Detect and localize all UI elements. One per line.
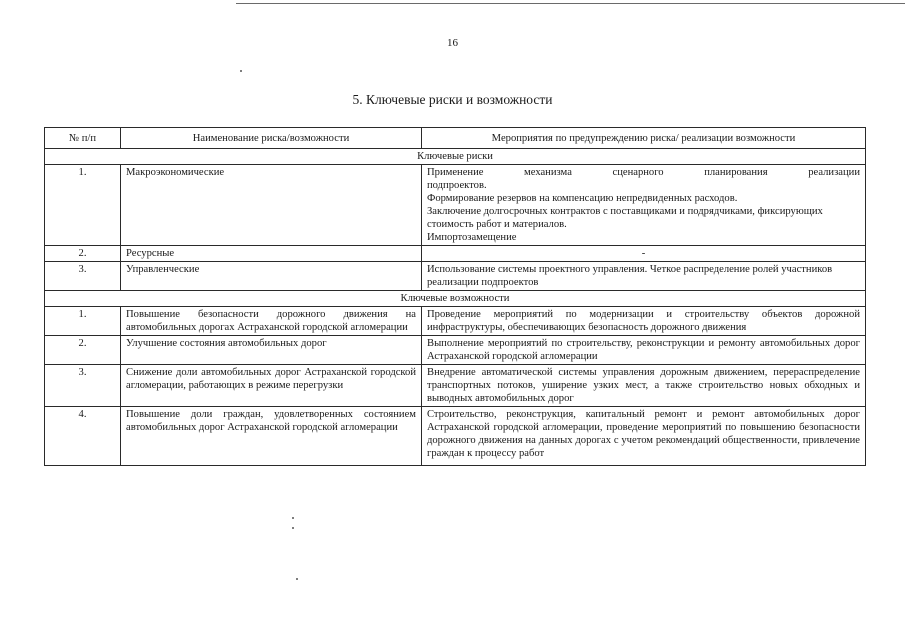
scan-speck bbox=[296, 578, 298, 580]
row-name: Повышение безопасности дорожного движения на автомобильных дорогах Астраханской городской агломерации bbox=[121, 307, 422, 336]
measure-line: Применение механизма сценарного планирования реализации bbox=[427, 167, 860, 178]
row-number: 3. bbox=[45, 365, 121, 407]
page-number: 16 bbox=[447, 37, 458, 49]
table-header-row bbox=[45, 128, 866, 149]
scan-speck bbox=[292, 527, 294, 529]
row-measures: Внедрение автоматической системы управления дорожным движением, перераспределение транспортных потоков, уширение узких мест, а также строительство новых обходных и выводных автомобильных дорог bbox=[422, 365, 866, 407]
table-row bbox=[45, 165, 866, 246]
row-measures bbox=[422, 165, 866, 246]
row-number: 1. bbox=[45, 307, 121, 336]
row-number: 4. bbox=[45, 407, 121, 466]
row-name: Ресурсные bbox=[121, 246, 422, 262]
measure-line: Формирование резервов на компенсацию непредвиденных расходов. bbox=[427, 193, 738, 204]
row-number: 2. bbox=[45, 246, 121, 262]
scan-speck bbox=[292, 517, 294, 519]
measure-line: Импортозамещение bbox=[427, 232, 517, 243]
header-number: № п/п bbox=[45, 128, 121, 149]
risks-table bbox=[44, 127, 866, 466]
table-row bbox=[45, 336, 866, 365]
section-title: 5. Ключевые риски и возможности bbox=[352, 92, 553, 107]
scan-edge-line bbox=[236, 3, 905, 4]
row-measures: Выполнение мероприятий по строительству, реконструкции и ремонту автомобильных дорог Астраханской городской агломерации bbox=[422, 336, 866, 365]
row-number: 3. bbox=[45, 262, 121, 291]
row-name: Снижение доли автомобильных дорог Астраханской городской агломерации, работающих в режиме перегрузки bbox=[121, 365, 422, 407]
table-row bbox=[45, 365, 866, 407]
row-name: Повышение доли граждан, удовлетворенных состоянием автомобильных дорог Астраханской городской агломерации bbox=[121, 407, 422, 466]
header-name: Наименование риска/возможности bbox=[121, 128, 422, 149]
table-row bbox=[45, 246, 866, 262]
row-measures: Проведение мероприятий по модернизации и строительству объектов дорожной инфраструктуры, обеспечивающих безопасность дорожного движения bbox=[422, 307, 866, 336]
row-measures: Строительство, реконструкция, капитальный ремонт и ремонт автомобильных дорог Астраханской городской агломерации, проведение мероприятий по повышению безопасности дорожного движения на данных дорогах с учетом рекомендаций общественности, привлечение граждан к процессу работ bbox=[422, 407, 866, 466]
measure-line: подпроектов. bbox=[427, 180, 487, 191]
header-measures: Мероприятия по предупреждению риска/ реализации возможности bbox=[422, 128, 866, 149]
section-title-risks: Ключевые риски bbox=[45, 149, 866, 165]
section-row-opportunities bbox=[45, 291, 866, 307]
table-row bbox=[45, 407, 866, 466]
row-number: 1. bbox=[45, 165, 121, 246]
row-measures: Использование системы проектного управления. Четкое распределение ролей участников реализации подпроектов bbox=[422, 262, 866, 291]
table-row bbox=[45, 307, 866, 336]
table-row bbox=[45, 262, 866, 291]
row-name: Управленческие bbox=[121, 262, 422, 291]
section-title-opportunities: Ключевые возможности bbox=[45, 291, 866, 307]
row-name: Улучшение состояния автомобильных дорог bbox=[121, 336, 422, 365]
row-measures: - bbox=[422, 246, 866, 262]
section-row-risks bbox=[45, 149, 866, 165]
measure-line: Заключение долгосрочных контрактов с поставщиками и подрядчиками, фиксирующих стоимость работ и материалов. bbox=[427, 206, 823, 230]
scan-speck bbox=[240, 70, 242, 72]
row-name: Макроэкономические bbox=[121, 165, 422, 246]
row-number: 2. bbox=[45, 336, 121, 365]
